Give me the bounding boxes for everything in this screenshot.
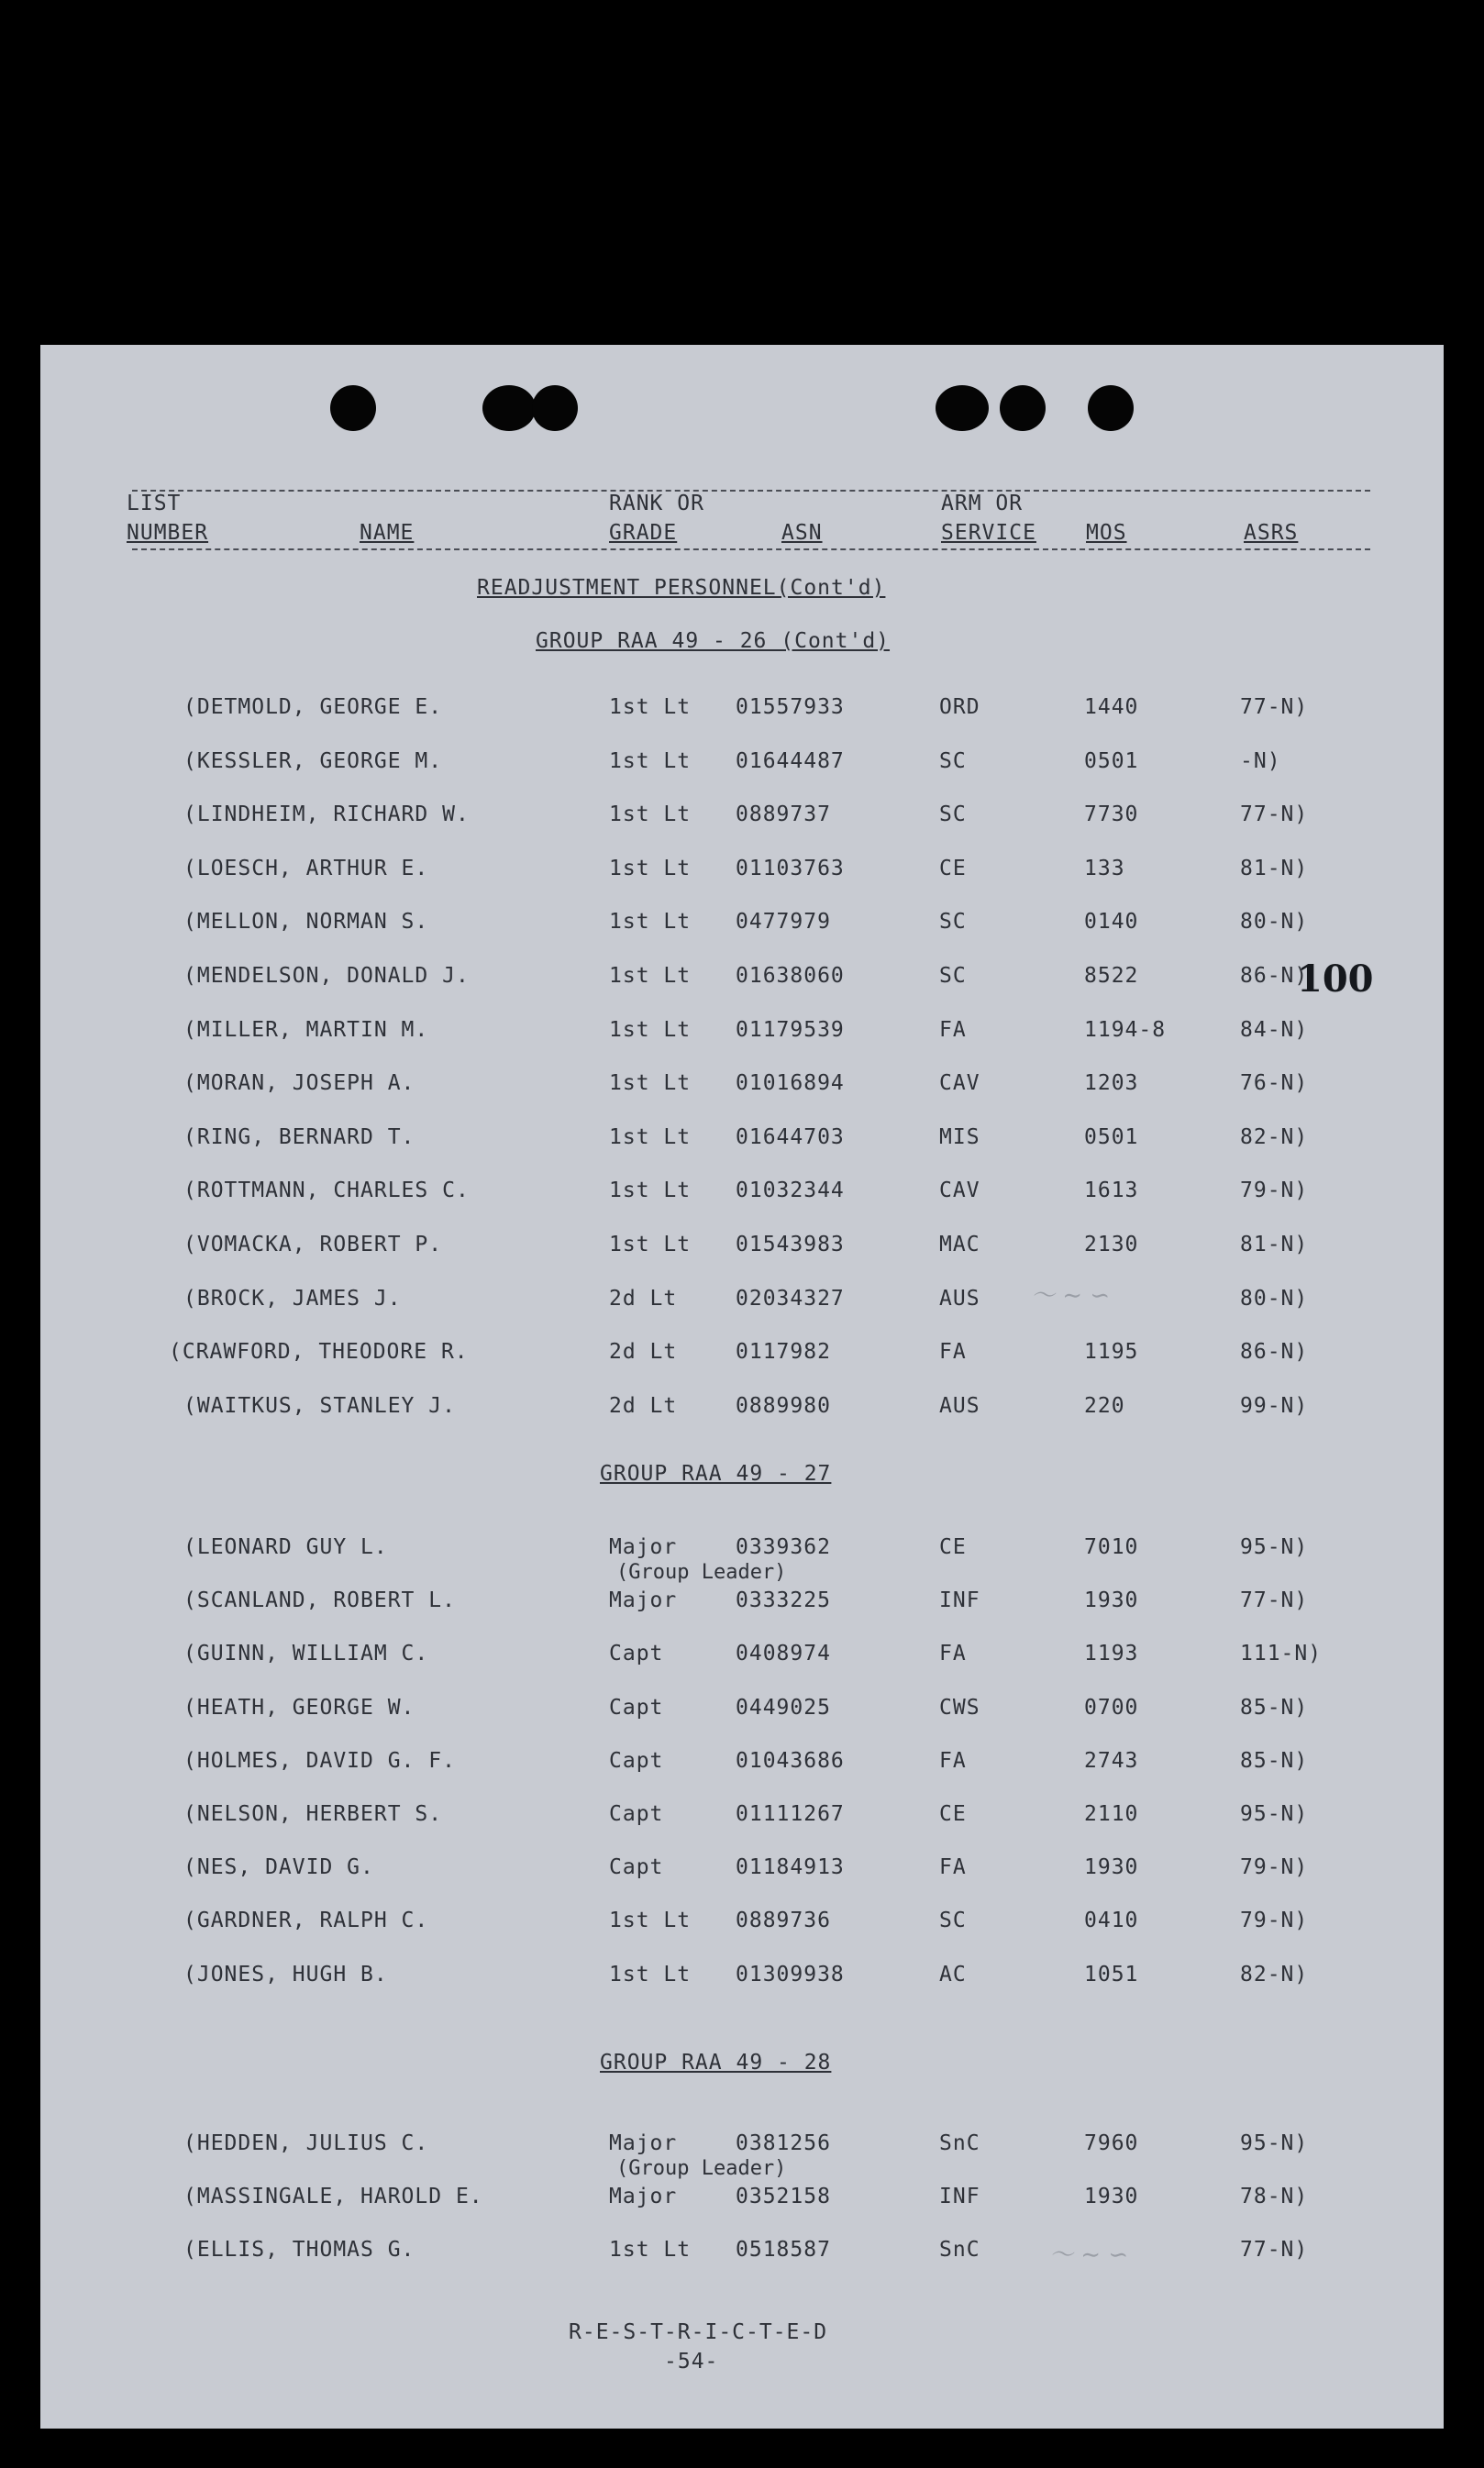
cell-asn: 0333225 bbox=[736, 1588, 831, 1613]
cell-arm: FA bbox=[939, 1855, 967, 1880]
header-arm-line2: SERVICE bbox=[941, 521, 1036, 545]
cell-asn: 01543983 bbox=[736, 1233, 845, 1256]
cell-asrs: 79-N) bbox=[1240, 1909, 1309, 1933]
cell-asrs: 80-N) bbox=[1240, 910, 1309, 935]
cell-rank: 1st Lt bbox=[609, 1017, 692, 1042]
punch-hole bbox=[330, 385, 376, 431]
cell-asrs: 86-N) bbox=[1240, 964, 1309, 988]
cell-asn: 01644487 bbox=[736, 748, 845, 773]
punch-hole bbox=[1000, 385, 1046, 431]
cell-mos: 1613 bbox=[1084, 1179, 1139, 1203]
section-title: READJUSTMENT PERSONNEL(Cont'd) bbox=[477, 576, 886, 600]
faint-signature: ～ ∼ ∽ bbox=[1031, 1282, 1111, 1310]
cell-rank: 1st Lt bbox=[609, 1071, 692, 1096]
cell-arm: SC bbox=[939, 802, 967, 827]
cell-arm: MIS bbox=[939, 1124, 980, 1149]
cell-asn: 01043686 bbox=[736, 1748, 845, 1773]
cell-name: (RING, BERNARD T. bbox=[183, 1124, 415, 1149]
cell-mos: 2743 bbox=[1084, 1748, 1139, 1773]
cell-mos: 133 bbox=[1084, 856, 1125, 880]
cell-name: (HEDDEN, JULIUS C. bbox=[183, 2131, 429, 2155]
faint-signature: ～ ∼ ∽ bbox=[1049, 2241, 1129, 2269]
cell-name: (DETMOLD, GEORGE E. bbox=[183, 695, 443, 719]
cell-rank: Capt bbox=[609, 1802, 664, 1826]
cell-rank: 1st Lt bbox=[609, 910, 692, 935]
cell-asrs: 76-N) bbox=[1240, 1071, 1309, 1096]
cell-mos: 0501 bbox=[1084, 748, 1139, 773]
cell-arm: INF bbox=[939, 2185, 980, 2208]
cell-name: (MORAN, JOSEPH A. bbox=[183, 1071, 415, 1096]
cell-rank: 1st Lt bbox=[609, 802, 692, 827]
cell-asn: 0339362 bbox=[736, 1535, 831, 1559]
cell-mos: 7730 bbox=[1084, 802, 1139, 827]
header-name: NAME bbox=[360, 521, 415, 545]
cell-rank: 1st Lt bbox=[609, 1909, 692, 1933]
cell-asrs: 82-N) bbox=[1240, 1124, 1309, 1149]
cell-rank: 1st Lt bbox=[609, 1962, 692, 1987]
cell-mos: 1051 bbox=[1084, 1962, 1139, 1987]
cell-arm: SC bbox=[939, 964, 967, 988]
cell-mos: 7010 bbox=[1084, 1535, 1139, 1559]
cell-asn: 01179539 bbox=[736, 1017, 845, 1042]
cell-asrs: 95-N) bbox=[1240, 1535, 1309, 1559]
cell-rank: 1st Lt bbox=[609, 2238, 692, 2262]
cell-mos: 0700 bbox=[1084, 1695, 1139, 1720]
cell-rank: Capt bbox=[609, 1855, 664, 1880]
cell-arm: AC bbox=[939, 1962, 967, 1987]
cell-arm: FA bbox=[939, 1017, 967, 1042]
cell-asrs: 82-N) bbox=[1240, 1962, 1309, 1987]
cell-asrs: 78-N) bbox=[1240, 2185, 1309, 2208]
header-list-number-line2: NUMBER bbox=[127, 521, 209, 545]
cell-name: (ELLIS, THOMAS G. bbox=[183, 2238, 415, 2262]
punch-hole bbox=[532, 385, 578, 431]
cell-rank: 1st Lt bbox=[609, 1124, 692, 1149]
cell-asn: 0117982 bbox=[736, 1340, 831, 1365]
cell-mos: 1193 bbox=[1084, 1642, 1139, 1666]
cell-asn: 01032344 bbox=[736, 1179, 845, 1203]
cell-asn: 01016894 bbox=[736, 1071, 845, 1096]
cell-asrs: 81-N) bbox=[1240, 1233, 1309, 1256]
cell-mos: 1194-8 bbox=[1084, 1017, 1167, 1042]
cell-mos: 220 bbox=[1084, 1393, 1125, 1418]
header-list-number-line1: LIST bbox=[127, 492, 182, 515]
cell-rank: Major bbox=[609, 2185, 678, 2208]
cell-asrs: 79-N) bbox=[1240, 1855, 1309, 1880]
cell-rank: 1st Lt bbox=[609, 1233, 692, 1256]
cell-mos: 1440 bbox=[1084, 695, 1139, 719]
cell-arm: CWS bbox=[939, 1695, 980, 1720]
cell-asn: 0889980 bbox=[736, 1393, 831, 1418]
cell-asrs: 85-N) bbox=[1240, 1695, 1309, 1720]
header-bottom-rule bbox=[132, 548, 1370, 550]
cell-name: (LINDHEIM, RICHARD W. bbox=[183, 802, 470, 827]
cell-mos: 8522 bbox=[1084, 964, 1139, 988]
header-asrs: ASRS bbox=[1244, 521, 1299, 545]
cell-name: (HOLMES, DAVID G. F. bbox=[183, 1748, 456, 1773]
cell-asrs: 84-N) bbox=[1240, 1017, 1309, 1042]
cell-asn: 0408974 bbox=[736, 1642, 831, 1666]
footer-classification: R-E-S-T-R-I-C-T-E-D bbox=[569, 2320, 828, 2344]
cell-arm: FA bbox=[939, 1748, 967, 1773]
cell-arm: SC bbox=[939, 910, 967, 935]
cell-name: (LEONARD GUY L. bbox=[183, 1535, 388, 1559]
cell-mos: 7960 bbox=[1084, 2131, 1139, 2155]
cell-arm: FA bbox=[939, 1642, 967, 1666]
cell-mos: 1203 bbox=[1084, 1071, 1139, 1096]
cell-rank: 1st Lt bbox=[609, 856, 692, 880]
cell-arm: SC bbox=[939, 1909, 967, 1933]
cell-name: (NES, DAVID G. bbox=[183, 1855, 374, 1880]
cell-mos: 1195 bbox=[1084, 1340, 1139, 1365]
cell-asrs: 80-N) bbox=[1240, 1286, 1309, 1311]
cell-asn: 01309938 bbox=[736, 1962, 845, 1987]
cell-arm: CAV bbox=[939, 1179, 980, 1203]
cell-name: (NELSON, HERBERT S. bbox=[183, 1802, 443, 1826]
cell-mos: 0140 bbox=[1084, 910, 1139, 935]
cell-rank: Major bbox=[609, 1588, 678, 1613]
cell-asn: 0889737 bbox=[736, 802, 831, 827]
cell-asrs: 95-N) bbox=[1240, 2131, 1309, 2155]
cell-name: (HEATH, GEORGE W. bbox=[183, 1695, 415, 1720]
cell-name: (CRAWFORD, THEODORE R. bbox=[169, 1340, 469, 1365]
cell-asrs: 77-N) bbox=[1240, 2238, 1309, 2262]
cell-asrs: 85-N) bbox=[1240, 1748, 1309, 1773]
cell-mos: 2130 bbox=[1084, 1233, 1139, 1256]
cell-name: (KESSLER, GEORGE M. bbox=[183, 748, 443, 773]
cell-arm: AUS bbox=[939, 1393, 980, 1418]
cell-name: (VOMACKA, ROBERT P. bbox=[183, 1233, 443, 1256]
header-rank-line2: GRADE bbox=[609, 521, 678, 545]
cell-name: (MELLON, NORMAN S. bbox=[183, 910, 429, 935]
cell-name: (GUINN, WILLIAM C. bbox=[183, 1642, 429, 1666]
cell-rank: Major bbox=[609, 2131, 678, 2155]
cell-rank: 2d Lt bbox=[609, 1340, 678, 1365]
page-stamp-number: 100 bbox=[1297, 957, 1374, 1001]
cell-asn: 01111267 bbox=[736, 1802, 845, 1826]
cell-mos: 0501 bbox=[1084, 1124, 1139, 1149]
cell-arm: SC bbox=[939, 748, 967, 773]
cell-mos: 1930 bbox=[1084, 1855, 1139, 1880]
cell-name: (MILLER, MARTIN M. bbox=[183, 1017, 429, 1042]
cell-arm: AUS bbox=[939, 1286, 980, 1311]
cell-asrs: 95-N) bbox=[1240, 1802, 1309, 1826]
cell-name: (GARDNER, RALPH C. bbox=[183, 1909, 429, 1933]
cell-asrs: 111-N) bbox=[1240, 1642, 1323, 1666]
group-title: GROUP RAA 49 - 27 bbox=[600, 1462, 832, 1486]
cell-rank: 1st Lt bbox=[609, 1179, 692, 1203]
cell-name: (MENDELSON, DONALD J. bbox=[183, 964, 470, 988]
cell-arm: CE bbox=[939, 1802, 967, 1826]
cell-rank: 1st Lt bbox=[609, 748, 692, 773]
cell-name: (ROTTMANN, CHARLES C. bbox=[183, 1179, 470, 1203]
group-title: GROUP RAA 49 - 26 (Cont'd) bbox=[536, 629, 891, 653]
cell-rank: Capt bbox=[609, 1748, 664, 1773]
cell-arm: SnC bbox=[939, 2131, 980, 2155]
cell-asn: 0381256 bbox=[736, 2131, 831, 2155]
punch-hole bbox=[482, 385, 536, 431]
cell-rank: 1st Lt bbox=[609, 964, 692, 988]
cell-mos: 0410 bbox=[1084, 1909, 1139, 1933]
cell-note: (Group Leader) bbox=[616, 1561, 787, 1584]
cell-name: (BROCK, JAMES J. bbox=[183, 1286, 402, 1311]
cell-name: (JONES, HUGH B. bbox=[183, 1962, 388, 1987]
cell-asn: 0889736 bbox=[736, 1909, 831, 1933]
cell-rank: Major bbox=[609, 1535, 678, 1559]
cell-rank: 2d Lt bbox=[609, 1286, 678, 1311]
cell-asn: 0449025 bbox=[736, 1695, 831, 1720]
document-page bbox=[40, 345, 1444, 2429]
punch-hole bbox=[1088, 385, 1134, 431]
cell-mos: 2110 bbox=[1084, 1802, 1139, 1826]
cell-mos: 1930 bbox=[1084, 2185, 1139, 2208]
cell-rank: 1st Lt bbox=[609, 695, 692, 719]
cell-asrs: 81-N) bbox=[1240, 856, 1309, 880]
cell-arm: CE bbox=[939, 1535, 967, 1559]
header-arm-line1: ARM OR bbox=[941, 492, 1024, 515]
cell-name: (SCANLAND, ROBERT L. bbox=[183, 1588, 456, 1613]
cell-asrs: 99-N) bbox=[1240, 1393, 1309, 1418]
cell-arm: SnC bbox=[939, 2238, 980, 2262]
header-top-rule bbox=[132, 490, 1370, 492]
cell-asrs: 77-N) bbox=[1240, 1588, 1309, 1613]
cell-asn: 01103763 bbox=[736, 856, 845, 880]
footer-page-number: -54- bbox=[664, 2350, 719, 2374]
cell-note: (Group Leader) bbox=[616, 2157, 787, 2180]
cell-asn: 0352158 bbox=[736, 2185, 831, 2208]
cell-asn: 01644703 bbox=[736, 1124, 845, 1149]
cell-rank: 2d Lt bbox=[609, 1393, 678, 1418]
cell-mos: 1930 bbox=[1084, 1588, 1139, 1613]
cell-asn: 01184913 bbox=[736, 1855, 845, 1880]
cell-asn: 0518587 bbox=[736, 2238, 831, 2262]
cell-rank: Capt bbox=[609, 1695, 664, 1720]
cell-name: (WAITKUS, STANLEY J. bbox=[183, 1393, 456, 1418]
header-rank-line1: RANK OR bbox=[609, 492, 704, 515]
cell-asrs: 86-N) bbox=[1240, 1340, 1309, 1365]
cell-asrs: 77-N) bbox=[1240, 802, 1309, 827]
cell-name: (MASSINGALE, HAROLD E. bbox=[183, 2185, 483, 2208]
cell-arm: CE bbox=[939, 856, 967, 880]
cell-rank: Capt bbox=[609, 1642, 664, 1666]
cell-asrs: -N) bbox=[1240, 748, 1281, 773]
cell-arm: ORD bbox=[939, 695, 980, 719]
cell-arm: CAV bbox=[939, 1071, 980, 1096]
punch-hole bbox=[936, 385, 989, 431]
cell-asn: 01557933 bbox=[736, 695, 845, 719]
header-asn: ASN bbox=[781, 521, 823, 545]
cell-asrs: 77-N) bbox=[1240, 695, 1309, 719]
header-mos: MOS bbox=[1086, 521, 1127, 545]
cell-asn: 0477979 bbox=[736, 910, 831, 935]
cell-name: (LOESCH, ARTHUR E. bbox=[183, 856, 429, 880]
cell-asn: 01638060 bbox=[736, 964, 845, 988]
cell-arm: INF bbox=[939, 1588, 980, 1613]
cell-asrs: 79-N) bbox=[1240, 1179, 1309, 1203]
cell-arm: FA bbox=[939, 1340, 967, 1365]
group-title: GROUP RAA 49 - 28 bbox=[600, 2051, 832, 2075]
cell-asn: 02034327 bbox=[736, 1286, 845, 1311]
cell-arm: MAC bbox=[939, 1233, 980, 1256]
